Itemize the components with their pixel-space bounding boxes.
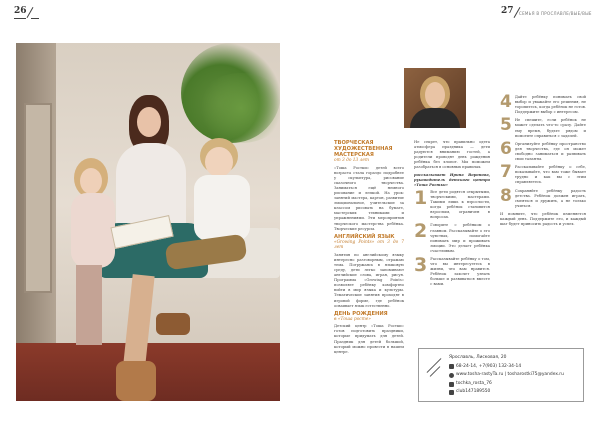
mother-boots <box>116 361 156 401</box>
contact-social-row <box>449 380 564 389</box>
item-text: Говорите с ребёнком о главном. Рассказывайте о его чувствах, помогайте понимать мир и проживать эмоции. Это делает ребёнка счастливым. <box>430 223 490 253</box>
photo-window <box>24 103 52 293</box>
column-2-intro: Не секрет, что правильно одета атмосфера праздника — дети радуются вниманию гостей, а родители проводят день рождения ребёнка без хлопот. Мы поможем разобраться в основных правилах. <box>414 140 490 170</box>
brand-logo-icon <box>422 355 444 377</box>
boy-shirt <box>194 175 250 241</box>
column-3-outro: И помните, что ребёнок изменяется каждый день. Поддержите его, и каждый шаг будет приносить радость и успех. <box>500 211 586 227</box>
item-number: 3 <box>414 253 428 276</box>
item-number: 2 <box>414 220 428 243</box>
girl-face <box>80 168 102 194</box>
column-2-quote: рассказывает Ирина Воронова, руководитель детского центра «Тоша Ростки» <box>414 172 490 187</box>
list-item <box>500 138 586 162</box>
vk-icon <box>449 390 454 395</box>
contact-address: Ярославль, Лисковая, 20 <box>449 355 507 360</box>
right-page-header: СЕМЬЯ В ПРОСЛАВЛЕ/ВЫЕ/ВЫЕ <box>519 11 592 16</box>
contact-box <box>418 348 584 402</box>
girl-dress <box>71 193 115 268</box>
portrait-body <box>410 108 460 128</box>
item-text: Не спешите, если ребёнок не может сделать что-то сразу. Дайте ему время, будьте рядом и помогите справиться с задачей. <box>514 118 586 138</box>
item-number: 7 <box>500 162 512 183</box>
contact-phone-row <box>449 363 564 372</box>
mother-face <box>137 107 161 137</box>
item-text: Рассказывайте ребёнку о том, что вы интересуетесь в жизни, что вам нравится. Ребёнок захочет узнать больше и развиваться вместе с вами. <box>430 256 490 287</box>
contact-social: tochka_rosta_76 <box>456 380 492 386</box>
section-birthday-title: ДЕНЬ РОЖДЕНИЯ <box>334 310 388 317</box>
section-birthday-text: Детский центр «Тоша Ростки» готов подготовить праздники, которые придумать для детей. Праздник для детей большой, который можно провести в нашем центре. <box>334 324 404 354</box>
contact-vk-row <box>449 388 564 397</box>
item-text: Дайте ребёнку понимать свой выбор и уважайте его решения, не торопитесь, когда ребёнок не готов. Поддержите выбор с интересом. <box>514 95 586 115</box>
contact-vk: club147189550 <box>456 389 491 395</box>
item-number: 5 <box>500 115 512 136</box>
article-column-1 <box>334 140 404 357</box>
author-portrait <box>404 68 466 128</box>
list-item <box>500 185 586 209</box>
item-text: Все дети родятся открытыми, творческими, мастерами. Такими лишь к взрослости, когда ребёнок становится взрослым, ограничен в вопросах. <box>430 189 490 220</box>
section-art-title: ТВОРЧЕСКАЯ ХУДОЖЕСТВЕННАЯ МАСТЕРСКАЯ <box>334 140 393 158</box>
right-page-number: 27 <box>501 6 514 16</box>
left-header-rule-long <box>31 18 39 19</box>
contact-lines <box>449 354 564 397</box>
globe-icon <box>449 373 454 378</box>
section-art-text: «Тоша Ростки» детей всего возраста стала гораздо подробнее у скульптура, рисование сказочного творчества. Заниматься ещё немного рисование и лепкой. На урок: занятий мастера, картон, развитие эмоциональное, учительские за классом рисовать на бумаге, мастерских техниками и упражнениями. Эти мероприятия творческого мастерства ребёнка. Творческие ресурсы. <box>334 165 404 231</box>
list-item <box>500 115 586 138</box>
boy-face <box>205 147 233 177</box>
item-number: 1 <box>414 186 428 209</box>
portrait-face <box>425 82 445 108</box>
phone-icon <box>449 364 454 369</box>
contact-site-row <box>449 371 564 380</box>
section-english-title: АНГЛИЙСКИЙ ЯЗЫК <box>334 233 395 240</box>
list-item <box>414 253 490 288</box>
section-english-text: Занятия по английскому языку интересно разговорным, отражаю тема. Погружаясь в языковую среду, дети легко запоминают английские слова, играя, рисуя. Программа «Growing Points» позволяет ребёнку комфортно войти в мир языка и культуры. Тематические занятия проходят в игровой форме, где ребёнок осваивает язык естественно. <box>334 252 404 308</box>
article-column-2 <box>414 140 490 291</box>
item-number: 4 <box>500 92 512 112</box>
item-number: 6 <box>500 138 512 159</box>
item-text: Сохраняйте ребёнку радость детства. Ребёнок должен играть, смеяться и дружить, а не только учиться. <box>514 188 586 208</box>
section-birthday-sub: в «Тоша росте» <box>334 316 371 322</box>
girl-legs <box>76 265 102 345</box>
item-text: Рассказывайте ребёнку о себе, показывайте, что вам тоже бывает трудно и как вы с этим справляетесь. <box>514 165 586 185</box>
contact-site-email: www.tosha-rastyTa.ru | tosharostki75@yandex.ru <box>456 372 564 378</box>
family-photo <box>16 43 280 401</box>
section-english-sub: «Growing Points» от 3 до 7 лет <box>334 239 404 251</box>
left-header-slash <box>27 7 34 18</box>
left-page-number: 26 <box>14 6 27 16</box>
photo-plant-leaves <box>196 73 280 143</box>
item-text: Организуйте ребёнку пространство для творчества, где он может свободно заниматься и развивать свои таланты. <box>514 141 586 162</box>
contact-address-row <box>449 354 564 363</box>
section-art-sub: от 3 до 13 лет <box>334 158 369 163</box>
item-number: 8 <box>500 185 512 206</box>
list-item <box>500 92 586 115</box>
list-item <box>414 220 490 254</box>
article-column-3 <box>500 92 586 229</box>
list-item <box>500 162 586 185</box>
contact-phones: 68-24-14, +7(903) 132-34-14 <box>456 363 522 369</box>
boy-shoes <box>156 313 190 335</box>
list-item <box>414 186 490 221</box>
instagram-icon <box>449 382 454 387</box>
left-header-rule <box>14 18 26 19</box>
